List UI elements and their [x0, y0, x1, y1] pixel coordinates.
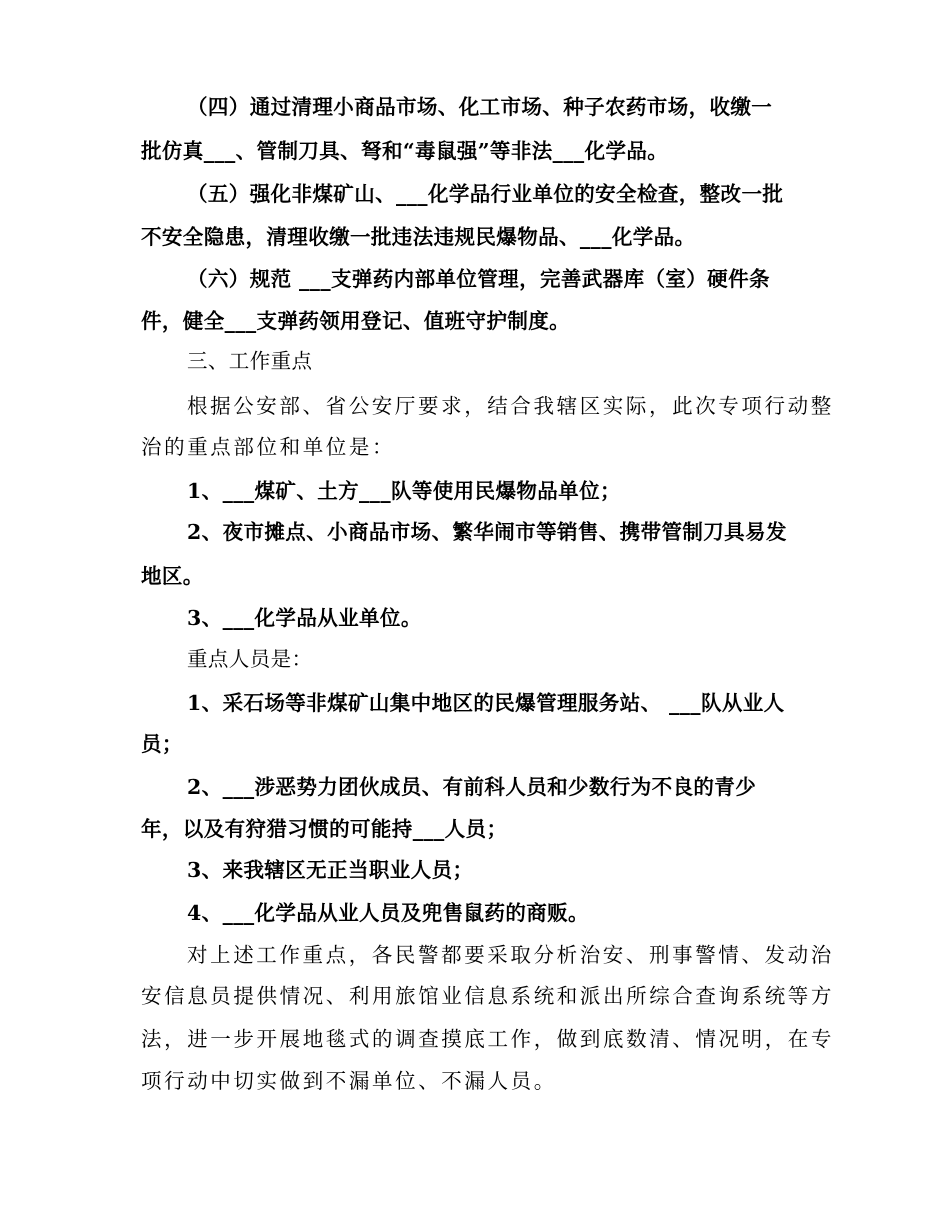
paragraph-line: 批仿真___、管制刀具、弩和“毒鼠强”等非法___化学品。 — [141, 139, 669, 163]
paragraph-line: （五）强化非煤矿山、___化学品行业单位的安全检查，整改一批 — [187, 182, 784, 206]
paragraph-line: 重点人员是： — [187, 647, 313, 671]
list-item: 3、___化学品从业单位。 — [187, 606, 422, 630]
paragraph-line: 安信息员提供情况、利用旅馆业信息系统和派出所综合查询系统等方 — [141, 984, 834, 1008]
paragraph-line: 不安全隐患，清理收缴一批违法违规民爆物品、___化学品。 — [141, 225, 696, 249]
paragraph-line: 件，健全___支弹药领用登记、值班守护制度。 — [141, 309, 571, 333]
paragraph-line: 对上述工作重点，各民警都要采取分析治安、刑事警情、发动治 — [187, 943, 834, 967]
list-item-continuation: 地区。 — [141, 564, 204, 588]
paragraph-line: 根据公安部、省公安厅要求，结合我辖区实际，此次专项行动整 — [187, 394, 834, 418]
paragraph-line: 法，进一步开展地毯式的调查摸底工作，做到底数清、情况明，在专 — [141, 1027, 834, 1051]
list-item-continuation: 员； — [141, 732, 183, 756]
list-item-continuation: 年，以及有狩猎习惯的可能持___人员； — [141, 817, 508, 841]
paragraph-line: 治的重点部位和单位是： — [141, 435, 396, 459]
list-item: 4、___化学品从业人员及兜售鼠药的商贩。 — [187, 901, 589, 925]
list-item: 3、来我辖区无正当职业人员； — [187, 858, 474, 882]
list-item: 2、___涉恶势力团伙成员、有前科人员和少数行为不良的青少 — [187, 775, 757, 799]
list-item: 1、___煤矿、土方___队等使用民爆物品单位； — [187, 479, 621, 503]
paragraph-line: （六）规范 ___支弹药内部单位管理，完善武器库（室）硬件条 — [187, 267, 770, 291]
section-heading: 三、工作重点 — [187, 349, 313, 373]
paragraph-line: 项行动中切实做到不漏单位、不漏人员。 — [141, 1069, 557, 1093]
paragraph-line: （四）通过清理小商品市场、化工市场、种子农药市场，收缴一 — [187, 95, 773, 119]
list-item: 1、采石场等非煤矿山集中地区的民爆管理服务站、 ___队从业人 — [187, 691, 785, 715]
list-item: 2、夜市摊点、小商品市场、繁华闹市等销售、携带管制刀具易发 — [187, 520, 787, 544]
